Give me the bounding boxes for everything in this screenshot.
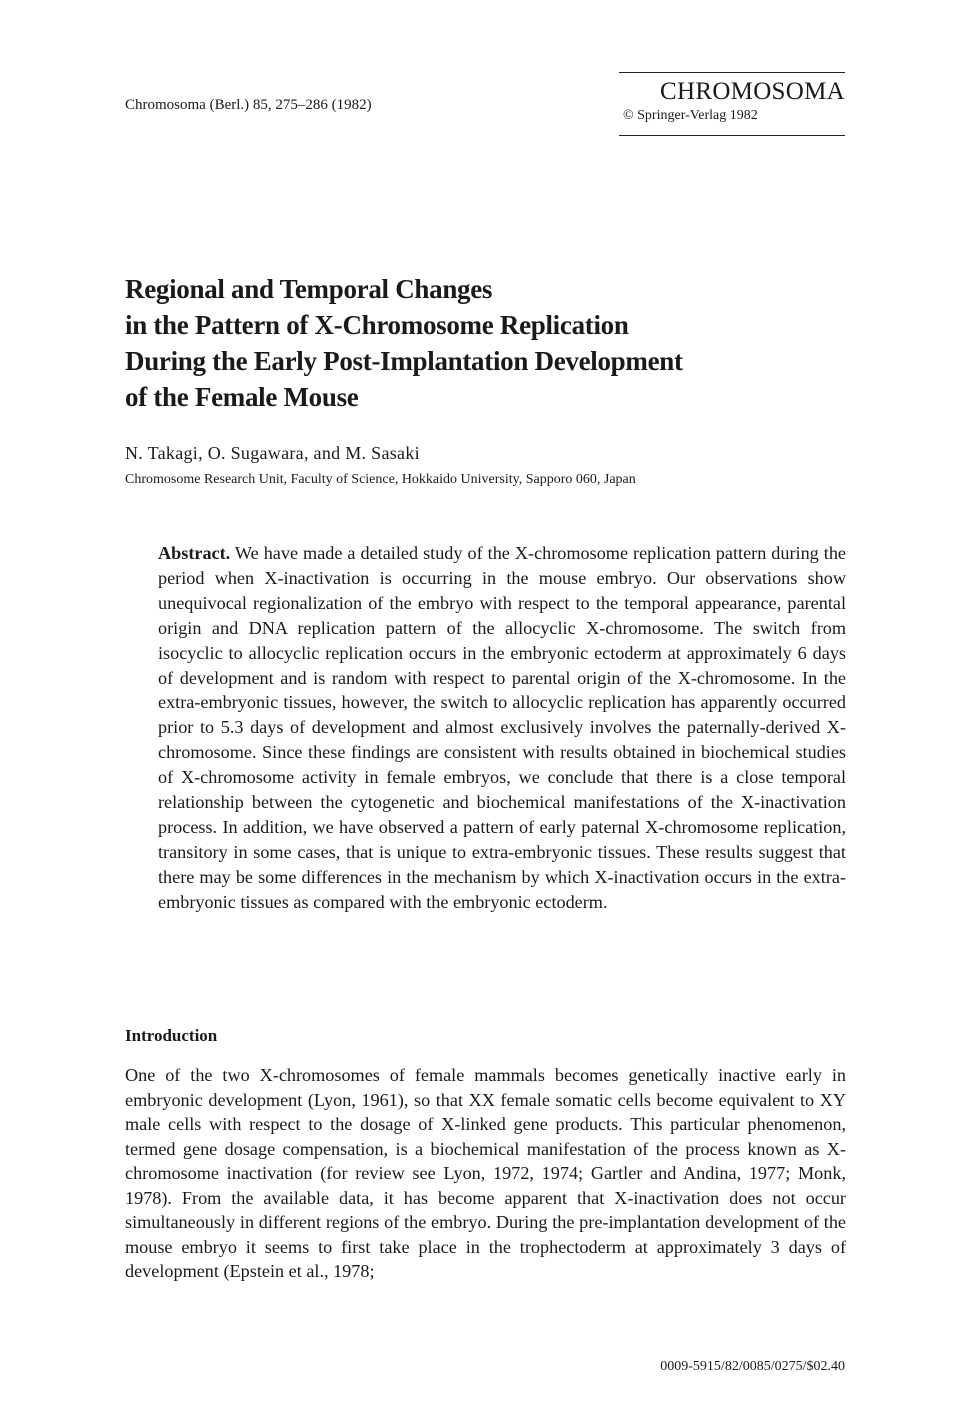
title-line: During the Early Post-Implantation Development xyxy=(125,346,683,376)
abstract-label: Abstract. xyxy=(158,543,231,563)
author-list: N. Takagi, O. Sugawara, and M. Sasaki xyxy=(125,443,420,463)
title-line: in the Pattern of X-Chromosome Replication xyxy=(125,310,629,340)
abstract xyxy=(158,541,846,915)
author-affiliation: Chromosome Research Unit, Faculty of Science, Hokkaido University, Sapporo 060, Japan xyxy=(125,472,636,487)
masthead-top-rule xyxy=(619,72,845,73)
abstract-text: We have made a detailed study of the X-chromosome replication pattern during the period when X-inactivation is occurring in the mouse embryo. Our observations show unequivocal regionalization of the embryo with respect to the temporal appearance, parental origin and DNA replication pattern of the allocyclic X-chromosome. The switch from isocyclic to allocyclic replication occurs in the embryonic ectoderm at approximately 6 days of development and is random with respect to parental origin of the X-chromosome. In the extra-embryonic tissues, however, the switch to allocyclic replication has apparently occurred prior to 5.3 days of development and almost exclusively involves the paternally-derived X-chromosome. Since these findings are consistent with results obtained in biochemical studies of X-chromosome activity in female embryos, we conclude that there is a close temporal relationship between the cytogenetic and biochemical manifestations of the X-inactivation process. In addition, we have observed a pattern of early paternal X-chromosome replication, transitory in some cases, that is unique to extra-embryonic tissues. These results suggest that there may be some differences in the mechanism by which X-inactivation occurs in the extra-embryonic tissues as compared with the embryonic ectoderm. xyxy=(158,543,847,912)
journal-name: CHROMOSOMA xyxy=(660,78,845,105)
masthead-bottom-rule xyxy=(619,135,845,136)
journal-masthead xyxy=(619,72,845,136)
introduction-paragraph: One of the two X-chromosomes of female mammals becomes genetically inactive early in embryonic development (Lyon, 1961), so that XX female somatic cells become equivalent to XY male cells with respect to the dosage of X-linked gene products. This particular phenomenon, termed gene dosage compensation, is a biochemical manifestation of the process known as X-chromosome inactivation (for review see Lyon, 1972, 1974; Gartler and Andina, 1977; Monk, 1978). From the available data, it has become apparent that X-inactivation does not occur simultaneously in different regions of the embryo. During the pre-implantation development of the mouse embryo it seems to first take place in the trophectoderm at approximately 3 days of development (Epstein et al., 1978; xyxy=(125,1065,846,1281)
journal-citation: Chromosoma (Berl.) 85, 275–286 (1982) xyxy=(125,97,372,113)
article-code: 0009-5915/82/0085/0275/$02.40 xyxy=(660,1359,845,1374)
copyright-notice: © Springer-Verlag 1982 xyxy=(623,108,758,123)
title-line: Regional and Temporal Changes xyxy=(125,274,493,304)
article-title xyxy=(125,271,845,415)
section-heading-introduction: Introduction xyxy=(125,1026,218,1045)
title-line: of the Female Mouse xyxy=(125,382,359,412)
